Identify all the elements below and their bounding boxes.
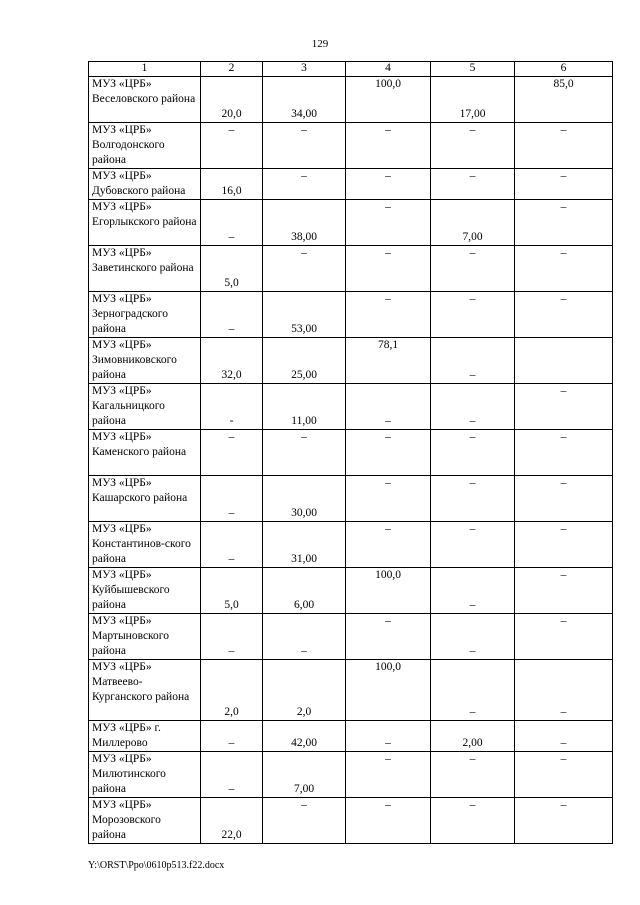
page-number: 129 [311, 38, 329, 50]
value-bottom: 25,00 [291, 369, 317, 381]
value-bottom: 17,00 [459, 108, 486, 120]
value-top: – [385, 201, 391, 213]
footer-file-path: Y:\ORST\Ppo\0610p513.f22.docx [88, 860, 225, 871]
hospital-name-cell: МУЗ «ЦРБ» г. Миллерово [89, 721, 201, 752]
value-cell-c5 [431, 476, 515, 522]
value-bottom: 31,00 [291, 553, 317, 565]
column-header-5: 5 [431, 62, 515, 77]
value-top: – [385, 523, 391, 535]
value-bottom: – [469, 415, 476, 427]
value-top: – [385, 247, 391, 259]
value-cell-c6 [515, 384, 613, 430]
table-row [89, 752, 613, 798]
value-cell-c3 [263, 338, 346, 384]
hospital-name-cell: МУЗ «ЦРБ» Кагальницкого района [89, 384, 201, 430]
value-top: – [385, 799, 391, 811]
table-row [89, 292, 613, 338]
value-cell-c5 [431, 568, 515, 614]
value-top: – [560, 385, 567, 397]
value-cell-c4 [346, 568, 431, 614]
value-bottom: 6,00 [293, 599, 315, 611]
value-bottom: - [229, 415, 234, 427]
value-bottom: 7,00 [293, 783, 315, 795]
value-cell-c4 [346, 77, 431, 123]
value-top: – [560, 431, 567, 443]
value-bottom: – [469, 369, 476, 381]
value-bottom: – [228, 737, 235, 749]
value-top: – [560, 615, 567, 627]
value-top: – [228, 124, 235, 136]
value-top: – [385, 477, 391, 489]
value-cell-c6 [515, 522, 613, 568]
value-bottom: – [301, 645, 307, 657]
value-cell-c6 [515, 752, 613, 798]
value-cell-c5 [431, 169, 515, 200]
value-bottom: 2,0 [296, 706, 312, 718]
value-cell-c5 [431, 200, 515, 246]
value-bottom: 2,0 [224, 706, 239, 718]
value-cell-c4 [346, 292, 431, 338]
hospital-name-cell: МУЗ «ЦРБ» Константинов-ского района [89, 522, 201, 568]
value-cell-c6 [515, 476, 613, 522]
value-top: – [469, 477, 476, 489]
value-cell-c3 [263, 384, 346, 430]
value-top: – [469, 799, 476, 811]
value-cell-c5 [431, 123, 515, 169]
value-cell-c6 [515, 614, 613, 660]
value-top: – [469, 124, 476, 136]
value-cell-c3 [263, 169, 346, 200]
value-cell-c3 [263, 660, 346, 721]
value-cell-c5 [431, 77, 515, 123]
hospital-name-cell: МУЗ «ЦРБ» Каменского района [89, 430, 201, 476]
value-top: – [469, 247, 476, 259]
value-cell-c2 [201, 522, 263, 568]
value-bottom: 34,00 [291, 108, 317, 120]
value-top: – [560, 753, 567, 765]
table-row [89, 660, 613, 721]
value-top: – [469, 293, 476, 305]
value-bottom: – [228, 783, 235, 795]
value-cell-c6 [515, 721, 613, 752]
value-top: – [385, 753, 391, 765]
value-bottom: 5,0 [224, 277, 239, 289]
value-top: – [301, 170, 307, 182]
value-top: 78,1 [377, 339, 399, 351]
value-bottom: 42,00 [291, 737, 317, 749]
value-cell-c3 [263, 614, 346, 660]
value-cell-c2 [201, 614, 263, 660]
hospital-name-cell: МУЗ «ЦРБ» Матвеево-Курганского района [89, 660, 201, 721]
table-row [89, 384, 613, 430]
value-bottom: – [385, 415, 391, 427]
value-top: – [560, 247, 567, 259]
hospital-name-cell: МУЗ «ЦРБ» Мартыновского района [89, 614, 201, 660]
value-cell-c4 [346, 752, 431, 798]
value-cell-c5 [431, 721, 515, 752]
value-cell-c6 [515, 798, 613, 844]
value-cell-c5 [431, 430, 515, 476]
value-top: – [560, 170, 567, 182]
hospital-name-cell: МУЗ «ЦРБ» Волгодонского района [89, 123, 201, 169]
value-cell-c3 [263, 798, 346, 844]
value-top: – [560, 477, 567, 489]
value-cell-c5 [431, 292, 515, 338]
value-cell-c2 [201, 200, 263, 246]
value-top: 100,0 [375, 661, 401, 673]
value-cell-c2 [201, 77, 263, 123]
table-row [89, 430, 613, 476]
value-cell-c6 [515, 123, 613, 169]
value-cell-c4 [346, 338, 431, 384]
value-bottom: 11,00 [291, 415, 317, 427]
column-header-4: 4 [346, 62, 431, 77]
value-cell-c2 [201, 246, 263, 292]
value-cell-c2 [201, 721, 263, 752]
value-cell-c4 [346, 721, 431, 752]
value-bottom: – [560, 706, 567, 718]
value-cell-c3 [263, 246, 346, 292]
value-top: – [469, 170, 476, 182]
value-top: – [301, 247, 307, 259]
hospital-name-cell: МУЗ «ЦРБ» Дубовского района [89, 169, 201, 200]
value-cell-c5 [431, 384, 515, 430]
value-cell-c4 [346, 169, 431, 200]
value-bottom: – [228, 323, 235, 335]
value-cell-c6 [515, 292, 613, 338]
value-cell-c5 [431, 798, 515, 844]
value-cell-c6 [515, 246, 613, 292]
value-top: 85,0 [553, 78, 574, 90]
value-cell-c4 [346, 660, 431, 721]
hospital-name-cell: МУЗ «ЦРБ» Кашарского района [89, 476, 201, 522]
value-cell-c6 [515, 568, 613, 614]
column-header-6: 6 [515, 62, 613, 77]
value-cell-c5 [431, 752, 515, 798]
hospital-name-cell: МУЗ «ЦРБ» Заветинского района [89, 246, 201, 292]
value-top: – [560, 569, 567, 581]
value-cell-c6 [515, 660, 613, 721]
value-bottom: – [469, 645, 476, 657]
value-cell-c4 [346, 123, 431, 169]
value-bottom: 7,00 [462, 231, 483, 243]
value-bottom: – [469, 599, 476, 611]
table-row [89, 200, 613, 246]
value-bottom: – [228, 645, 235, 657]
value-cell-c2 [201, 568, 263, 614]
hospital-name-cell: МУЗ «ЦРБ» Куйбышевского района [89, 568, 201, 614]
value-cell-c4 [346, 522, 431, 568]
value-top: – [301, 124, 307, 136]
table-row [89, 338, 613, 384]
value-cell-c6 [515, 430, 613, 476]
value-cell-c2 [201, 338, 263, 384]
value-cell-c2 [201, 660, 263, 721]
value-cell-c3 [263, 752, 346, 798]
value-cell-c2 [201, 430, 263, 476]
value-cell-c3 [263, 721, 346, 752]
value-bottom: 2,00 [462, 737, 483, 749]
value-top: 100,0 [375, 569, 401, 581]
value-bottom: 16,0 [221, 185, 242, 197]
value-bottom: – [228, 507, 235, 519]
table-row [89, 614, 613, 660]
value-bottom: 38,00 [291, 231, 317, 243]
value-cell-c6 [515, 338, 613, 384]
value-cell-c3 [263, 430, 346, 476]
value-top: – [301, 799, 307, 811]
value-cell-c2 [201, 476, 263, 522]
value-top: – [560, 293, 567, 305]
column-header-2: 2 [201, 62, 263, 77]
value-cell-c6 [515, 77, 613, 123]
value-top: – [560, 201, 567, 213]
value-cell-c2 [201, 169, 263, 200]
hospital-name-cell: МУЗ «ЦРБ» Зимовниковского района [89, 338, 201, 384]
value-top: – [469, 753, 476, 765]
value-cell-c3 [263, 123, 346, 169]
value-bottom: – [469, 706, 476, 718]
value-bottom: 32,0 [221, 369, 242, 381]
value-cell-c3 [263, 522, 346, 568]
table-row [89, 246, 613, 292]
value-bottom: 30,00 [291, 507, 317, 519]
value-top: – [385, 293, 391, 305]
value-cell-c3 [263, 476, 346, 522]
value-cell-c3 [263, 568, 346, 614]
value-bottom: – [385, 737, 391, 749]
value-cell-c6 [515, 200, 613, 246]
value-cell-c2 [201, 292, 263, 338]
value-top: – [560, 799, 567, 811]
value-top: – [301, 431, 307, 443]
value-cell-c2 [201, 384, 263, 430]
column-header-3: 3 [263, 62, 346, 77]
table-row [89, 77, 613, 123]
table-row [89, 721, 613, 752]
table-row [89, 522, 613, 568]
value-top: – [228, 431, 235, 443]
value-top: – [469, 523, 476, 535]
value-cell-c3 [263, 292, 346, 338]
value-top: – [385, 170, 391, 182]
table-row [89, 169, 613, 200]
value-cell-c4 [346, 430, 431, 476]
hospital-name-cell: МУЗ «ЦРБ» Егорлыкского района [89, 200, 201, 246]
value-cell-c2 [201, 752, 263, 798]
value-top: 100,0 [375, 78, 401, 90]
value-cell-c2 [201, 798, 263, 844]
value-bottom: – [228, 231, 235, 243]
hospital-name-cell: МУЗ «ЦРБ» Зерноградского района [89, 292, 201, 338]
value-bottom: 22,0 [221, 829, 242, 841]
table-row [89, 123, 613, 169]
value-bottom: – [560, 737, 567, 749]
hospital-name-cell: МУЗ «ЦРБ» Морозовского района [89, 798, 201, 844]
value-top: – [469, 431, 476, 443]
value-bottom: – [228, 553, 235, 565]
table-row [89, 798, 613, 844]
value-cell-c5 [431, 614, 515, 660]
hospital-name-cell: МУЗ «ЦРБ» Веселовского района [89, 77, 201, 123]
value-cell-c5 [431, 660, 515, 721]
table-row [89, 568, 613, 614]
value-top: – [560, 523, 567, 535]
value-top: – [385, 431, 391, 443]
hospital-name-cell: МУЗ «ЦРБ» Милютинского района [89, 752, 201, 798]
value-top: – [385, 615, 391, 627]
value-cell-c6 [515, 169, 613, 200]
value-cell-c4 [346, 384, 431, 430]
value-top: – [385, 124, 391, 136]
value-cell-c5 [431, 338, 515, 384]
value-cell-c4 [346, 614, 431, 660]
value-cell-c3 [263, 77, 346, 123]
value-cell-c4 [346, 200, 431, 246]
data-table [88, 61, 613, 844]
value-bottom: 5,0 [224, 599, 239, 611]
value-bottom: 20,0 [221, 108, 242, 120]
value-cell-c2 [201, 123, 263, 169]
value-bottom: 53,00 [291, 323, 317, 335]
value-cell-c4 [346, 246, 431, 292]
value-cell-c5 [431, 246, 515, 292]
table-row [89, 476, 613, 522]
column-header-1: 1 [89, 62, 201, 77]
value-cell-c5 [431, 522, 515, 568]
header-row [89, 62, 613, 77]
value-cell-c3 [263, 200, 346, 246]
value-cell-c4 [346, 476, 431, 522]
value-top: – [560, 124, 567, 136]
value-cell-c4 [346, 798, 431, 844]
